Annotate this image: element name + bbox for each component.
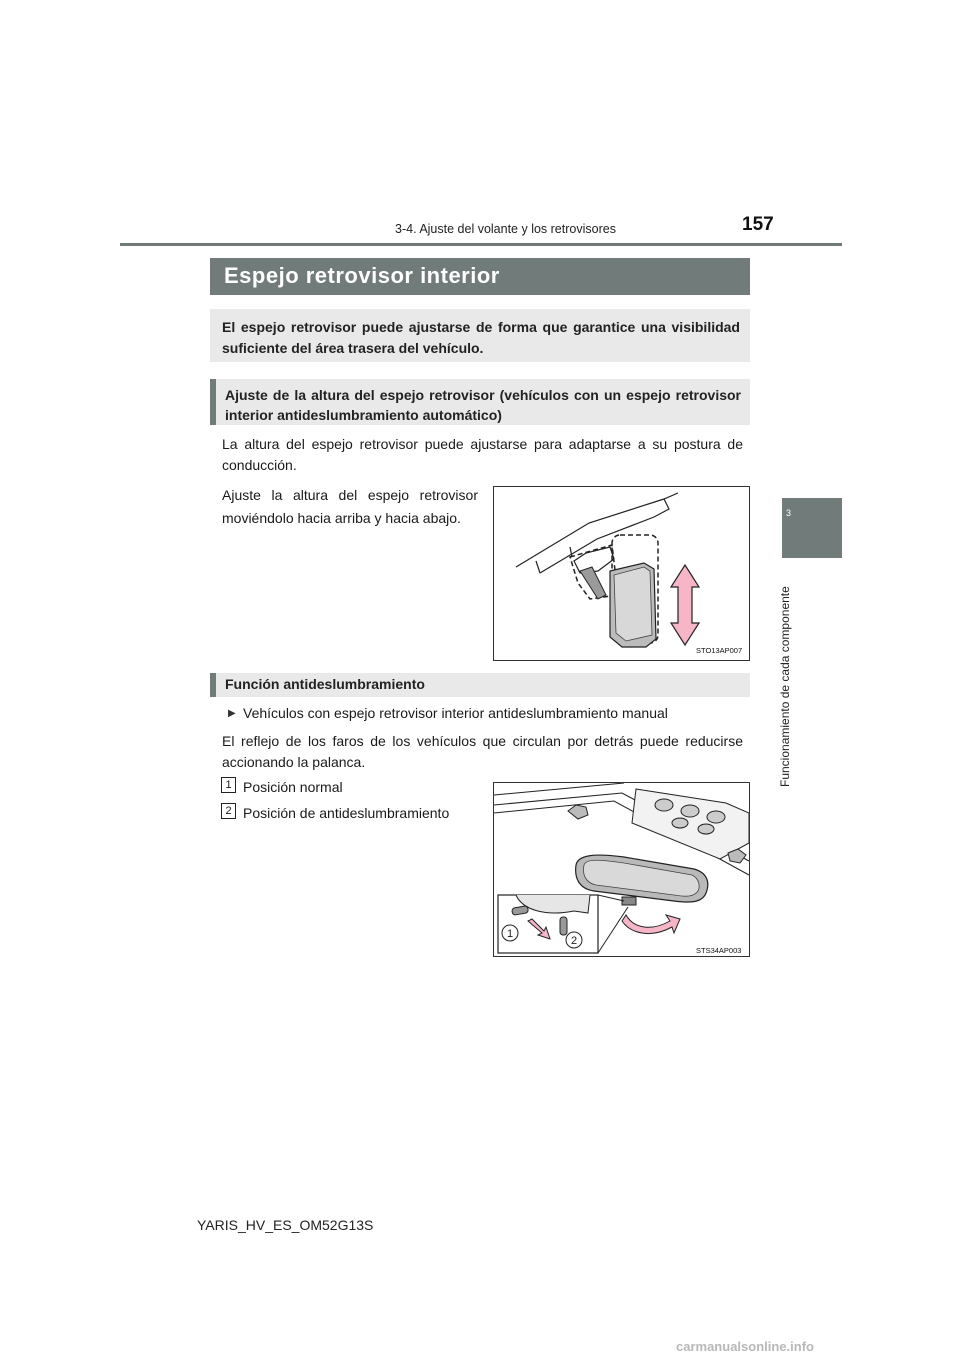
mirror-height-figure: [493, 486, 750, 661]
antiglare-bullet-text: Vehículos con espejo retrovisor interior antideslumbramiento manual: [243, 705, 668, 721]
footer-code: YARIS_HV_ES_OM52G13S: [197, 1217, 374, 1233]
height-paragraph-1: La altura del espejo retrovisor puede ajustarse para adaptarse a su postura de conducción.: [222, 436, 743, 473]
figure-callout-1: 1: [506, 928, 514, 940]
page-number: 157: [742, 214, 774, 235]
antiglare-illustration: [494, 783, 749, 956]
figure-callout-2: 2: [570, 935, 578, 947]
section-header: 3-4. Ajuste del volante y los retrovisores: [395, 222, 616, 236]
intro-text: El espejo retrovisor puede ajustarse de forma que garantice una visibilidad suficiente del área trasera del vehículo.: [222, 319, 740, 356]
item-label-1: Posición normal: [243, 779, 343, 795]
figure-code-2: STS34AP003: [696, 946, 742, 955]
header-rule: [120, 243, 842, 246]
antiglare-section-heading: Función antideslumbramiento: [225, 676, 425, 692]
watermark: carmanualsonline.info: [676, 1339, 814, 1354]
height-paragraph-2: Ajuste la altura del espejo retrovisor moviéndolo hacia arriba y hacia abajo.: [222, 487, 478, 526]
height-section-heading: Ajuste de la altura del espejo retrovisor (vehículos con un espejo retrovisor interior antideslumbramiento automático): [225, 387, 741, 423]
antiglare-figure: [493, 782, 750, 957]
item-number-2: 2: [221, 803, 236, 819]
triangle-bullet-icon: ▶: [228, 708, 236, 719]
mirror-height-illustration: [494, 487, 749, 660]
item-number-1: 1: [221, 777, 236, 793]
item-label-2: Posición de antideslumbramiento: [243, 805, 450, 821]
chapter-number: 3: [786, 508, 792, 518]
page-title: Espejo retrovisor interior: [224, 263, 500, 288]
figure-code-1: STO13AP007: [696, 646, 743, 655]
chapter-label: Funcionamiento de cada componente: [778, 586, 792, 787]
antiglare-paragraph: El reflejo de los faros de los vehículos que circulan por detrás puede reducirse accionando la palanca.: [222, 733, 743, 770]
